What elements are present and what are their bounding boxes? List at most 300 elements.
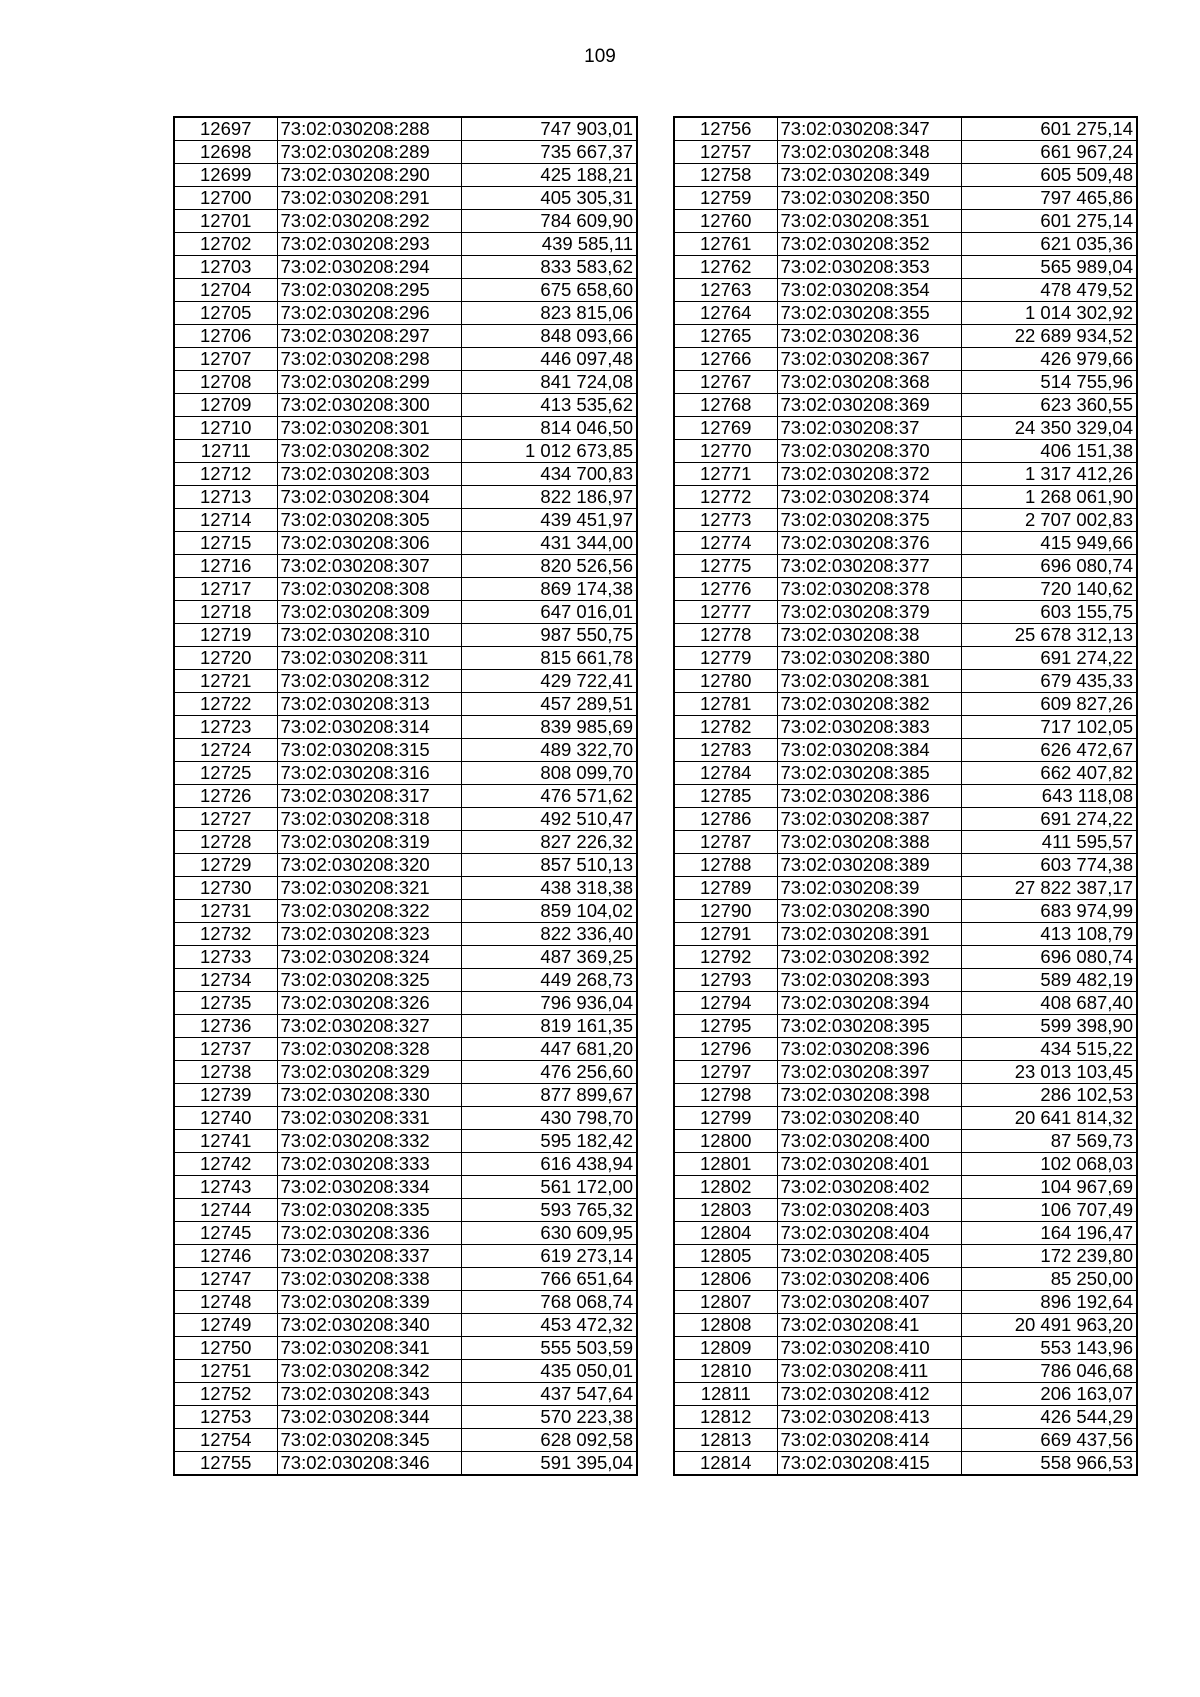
cadastral-number: 73:02:030208:406 (777, 1268, 961, 1291)
cadastral-number: 73:02:030208:312 (277, 670, 461, 693)
cadastral-value: 784 609,90 (461, 210, 637, 233)
row-number: 12780 (674, 670, 777, 693)
row-number: 12760 (674, 210, 777, 233)
table-row (674, 256, 1137, 279)
table-row (174, 762, 637, 785)
table-row (674, 762, 1137, 785)
cadastral-value: 437 547,64 (461, 1383, 637, 1406)
cadastral-value: 2 707 002,83 (961, 509, 1137, 532)
cadastral-value: 662 407,82 (961, 762, 1137, 785)
row-number: 12799 (674, 1107, 777, 1130)
row-number: 12795 (674, 1015, 777, 1038)
row-number: 12783 (674, 739, 777, 762)
table-row (674, 440, 1137, 463)
cadastral-number: 73:02:030208:331 (277, 1107, 461, 1130)
table-row (174, 808, 637, 831)
table-row (674, 371, 1137, 394)
cadastral-number: 73:02:030208:307 (277, 555, 461, 578)
row-number: 12699 (174, 164, 277, 187)
cadastral-number: 73:02:030208:320 (277, 854, 461, 877)
table-row (674, 210, 1137, 233)
cadastral-value: 833 583,62 (461, 256, 637, 279)
row-number: 12811 (674, 1383, 777, 1406)
row-number: 12738 (174, 1061, 277, 1084)
cadastral-number: 73:02:030208:339 (277, 1291, 461, 1314)
cadastral-value: 514 755,96 (961, 371, 1137, 394)
cadastral-number: 73:02:030208:338 (277, 1268, 461, 1291)
row-number: 12726 (174, 785, 277, 808)
row-number: 12759 (674, 187, 777, 210)
table-row (674, 486, 1137, 509)
cadastral-value: 429 722,41 (461, 670, 637, 693)
row-number: 12733 (174, 946, 277, 969)
cadastral-value: 691 274,22 (961, 647, 1137, 670)
cadastral-value: 669 437,56 (961, 1429, 1137, 1452)
row-number: 12718 (174, 601, 277, 624)
cadastral-value: 1 317 412,26 (961, 463, 1137, 486)
row-number: 12713 (174, 486, 277, 509)
cadastral-value: 643 118,08 (961, 785, 1137, 808)
table-row (674, 302, 1137, 325)
cadastral-value: 23 013 103,45 (961, 1061, 1137, 1084)
table-row (174, 831, 637, 854)
cadastral-value: 1 014 302,92 (961, 302, 1137, 325)
page-number: 109 (584, 46, 616, 67)
cadastral-value: 814 046,50 (461, 417, 637, 440)
cadastral-number: 73:02:030208:348 (777, 141, 961, 164)
row-number: 12732 (174, 923, 277, 946)
table-row (174, 440, 637, 463)
cadastral-number: 73:02:030208:346 (277, 1452, 461, 1476)
row-number: 12768 (674, 394, 777, 417)
table-row (174, 486, 637, 509)
cadastral-value: 561 172,00 (461, 1176, 637, 1199)
table-row (674, 1199, 1137, 1222)
cadastral-number: 73:02:030208:298 (277, 348, 461, 371)
cadastral-value: 595 182,42 (461, 1130, 637, 1153)
row-number: 12790 (674, 900, 777, 923)
cadastral-number: 73:02:030208:392 (777, 946, 961, 969)
row-number: 12810 (674, 1360, 777, 1383)
table-row (174, 1291, 637, 1314)
cadastral-number: 73:02:030208:353 (777, 256, 961, 279)
cadastral-number: 73:02:030208:311 (277, 647, 461, 670)
row-number: 12701 (174, 210, 277, 233)
table-row (174, 601, 637, 624)
cadastral-value: 679 435,33 (961, 670, 1137, 693)
cadastral-number: 73:02:030208:350 (777, 187, 961, 210)
table-row (674, 1314, 1137, 1337)
cadastral-value: 696 080,74 (961, 555, 1137, 578)
cadastral-number: 73:02:030208:412 (777, 1383, 961, 1406)
cadastral-number: 73:02:030208:343 (277, 1383, 461, 1406)
row-number: 12793 (674, 969, 777, 992)
row-number: 12807 (674, 1291, 777, 1314)
row-number: 12802 (674, 1176, 777, 1199)
cadastral-value: 720 140,62 (961, 578, 1137, 601)
row-number: 12725 (174, 762, 277, 785)
cadastral-number: 73:02:030208:411 (777, 1360, 961, 1383)
cadastral-value: 425 188,21 (461, 164, 637, 187)
cadastral-number: 73:02:030208:388 (777, 831, 961, 854)
table-row (174, 1245, 637, 1268)
cadastral-number: 73:02:030208:296 (277, 302, 461, 325)
cadastral-number: 73:02:030208:315 (277, 739, 461, 762)
cadastral-value: 601 275,14 (961, 210, 1137, 233)
cadastral-number: 73:02:030208:384 (777, 739, 961, 762)
cadastral-value: 797 465,86 (961, 187, 1137, 210)
cadastral-value: 206 163,07 (961, 1383, 1137, 1406)
cadastral-number: 73:02:030208:367 (777, 348, 961, 371)
row-number: 12758 (674, 164, 777, 187)
cadastral-value: 626 472,67 (961, 739, 1137, 762)
cadastral-number: 73:02:030208:323 (277, 923, 461, 946)
row-number: 12721 (174, 670, 277, 693)
table-row (174, 877, 637, 900)
cadastral-number: 73:02:030208:372 (777, 463, 961, 486)
cadastral-value: 1 012 673,85 (461, 440, 637, 463)
table-row (174, 1314, 637, 1337)
table-row (674, 624, 1137, 647)
row-number: 12784 (674, 762, 777, 785)
row-number: 12750 (174, 1337, 277, 1360)
row-number: 12706 (174, 325, 277, 348)
row-number: 12808 (674, 1314, 777, 1337)
cadastral-number: 73:02:030208:308 (277, 578, 461, 601)
table-row (174, 670, 637, 693)
cadastral-value: 601 275,14 (961, 117, 1137, 141)
row-number: 12723 (174, 716, 277, 739)
table-row (674, 1337, 1137, 1360)
table-row (174, 1176, 637, 1199)
table-row (174, 1107, 637, 1130)
cadastral-value: 786 046,68 (961, 1360, 1137, 1383)
cadastral-number: 73:02:030208:310 (277, 624, 461, 647)
cadastral-value: 691 274,22 (961, 808, 1137, 831)
registry-table-body (674, 117, 1137, 1475)
cadastral-number: 73:02:030208:291 (277, 187, 461, 210)
table-row (174, 1406, 637, 1429)
cadastral-number: 73:02:030208:318 (277, 808, 461, 831)
cadastral-number: 73:02:030208:400 (777, 1130, 961, 1153)
cadastral-value: 623 360,55 (961, 394, 1137, 417)
row-number: 12762 (674, 256, 777, 279)
cadastral-number: 73:02:030208:393 (777, 969, 961, 992)
cadastral-value: 476 571,62 (461, 785, 637, 808)
cadastral-number: 73:02:030208:288 (277, 117, 461, 141)
cadastral-number: 73:02:030208:396 (777, 1038, 961, 1061)
row-number: 12754 (174, 1429, 277, 1452)
table-row (174, 969, 637, 992)
cadastral-value: 869 174,38 (461, 578, 637, 601)
cadastral-value: 164 196,47 (961, 1222, 1137, 1245)
row-number: 12757 (674, 141, 777, 164)
table-row (674, 693, 1137, 716)
table-row (174, 785, 637, 808)
cadastral-number: 73:02:030208:374 (777, 486, 961, 509)
row-number: 12711 (174, 440, 277, 463)
cadastral-number: 73:02:030208:336 (277, 1222, 461, 1245)
cadastral-number: 73:02:030208:381 (777, 670, 961, 693)
cadastral-number: 73:02:030208:368 (777, 371, 961, 394)
cadastral-number: 73:02:030208:407 (777, 1291, 961, 1314)
cadastral-value: 405 305,31 (461, 187, 637, 210)
table-row (174, 946, 637, 969)
table-row (674, 831, 1137, 854)
cadastral-number: 73:02:030208:325 (277, 969, 461, 992)
table-row (174, 1015, 637, 1038)
cadastral-value: 603 155,75 (961, 601, 1137, 624)
table-row (674, 808, 1137, 831)
cadastral-number: 73:02:030208:391 (777, 923, 961, 946)
row-number: 12740 (174, 1107, 277, 1130)
table-row (174, 647, 637, 670)
cadastral-number: 73:02:030208:379 (777, 601, 961, 624)
cadastral-value: 859 104,02 (461, 900, 637, 923)
cadastral-value: 591 395,04 (461, 1452, 637, 1476)
table-row (174, 716, 637, 739)
cadastral-value: 558 966,53 (961, 1452, 1137, 1476)
row-number: 12752 (174, 1383, 277, 1406)
table-row (674, 463, 1137, 486)
table-row (674, 279, 1137, 302)
cadastral-number: 73:02:030208:347 (777, 117, 961, 141)
cadastral-number: 73:02:030208:345 (277, 1429, 461, 1452)
cadastral-value: 434 700,83 (461, 463, 637, 486)
table-row (674, 1268, 1137, 1291)
table-row (174, 187, 637, 210)
cadastral-number: 73:02:030208:327 (277, 1015, 461, 1038)
table-row (674, 969, 1137, 992)
row-number: 12788 (674, 854, 777, 877)
cadastral-value: 848 093,66 (461, 325, 637, 348)
cadastral-value: 603 774,38 (961, 854, 1137, 877)
cadastral-value: 439 451,97 (461, 509, 637, 532)
cadastral-value: 1 268 061,90 (961, 486, 1137, 509)
cadastral-value: 819 161,35 (461, 1015, 637, 1038)
cadastral-value: 106 707,49 (961, 1199, 1137, 1222)
row-number: 12715 (174, 532, 277, 555)
cadastral-number: 73:02:030208:351 (777, 210, 961, 233)
table-row (674, 647, 1137, 670)
cadastral-value: 768 068,74 (461, 1291, 637, 1314)
row-number: 12803 (674, 1199, 777, 1222)
table-row (674, 1130, 1137, 1153)
row-number: 12789 (674, 877, 777, 900)
row-number: 12720 (174, 647, 277, 670)
row-number: 12736 (174, 1015, 277, 1038)
cadastral-number: 73:02:030208:38 (777, 624, 961, 647)
table-row (174, 325, 637, 348)
row-number: 12744 (174, 1199, 277, 1222)
row-number: 12722 (174, 693, 277, 716)
cadastral-number: 73:02:030208:375 (777, 509, 961, 532)
table-row (674, 1452, 1137, 1476)
row-number: 12705 (174, 302, 277, 325)
cadastral-number: 73:02:030208:332 (277, 1130, 461, 1153)
cadastral-value: 487 369,25 (461, 946, 637, 969)
cadastral-number: 73:02:030208:321 (277, 877, 461, 900)
table-row (674, 1061, 1137, 1084)
cadastral-value: 413 108,79 (961, 923, 1137, 946)
cadastral-number: 73:02:030208:306 (277, 532, 461, 555)
table-row (674, 509, 1137, 532)
table-row (674, 1406, 1137, 1429)
row-number: 12801 (674, 1153, 777, 1176)
cadastral-number: 73:02:030208:380 (777, 647, 961, 670)
row-number: 12813 (674, 1429, 777, 1452)
cadastral-value: 449 268,73 (461, 969, 637, 992)
table-row (174, 394, 637, 417)
table-row (674, 923, 1137, 946)
table-row (174, 624, 637, 647)
cadastral-value: 621 035,36 (961, 233, 1137, 256)
row-number: 12805 (674, 1245, 777, 1268)
row-number: 12804 (674, 1222, 777, 1245)
cadastral-number: 73:02:030208:376 (777, 532, 961, 555)
table-row (674, 900, 1137, 923)
table-row (174, 348, 637, 371)
table-row (174, 210, 637, 233)
cadastral-number: 73:02:030208:378 (777, 578, 961, 601)
row-number: 12796 (674, 1038, 777, 1061)
cadastral-number: 73:02:030208:403 (777, 1199, 961, 1222)
row-number: 12749 (174, 1314, 277, 1337)
cadastral-number: 73:02:030208:414 (777, 1429, 961, 1452)
cadastral-number: 73:02:030208:309 (277, 601, 461, 624)
cadastral-value: 822 186,97 (461, 486, 637, 509)
cadastral-value: 747 903,01 (461, 117, 637, 141)
cadastral-number: 73:02:030208:394 (777, 992, 961, 1015)
cadastral-number: 73:02:030208:299 (277, 371, 461, 394)
table-row (674, 1107, 1137, 1130)
row-number: 12761 (674, 233, 777, 256)
cadastral-value: 431 344,00 (461, 532, 637, 555)
table-row (174, 164, 637, 187)
table-row (174, 900, 637, 923)
cadastral-value: 27 822 387,17 (961, 877, 1137, 900)
cadastral-number: 73:02:030208:390 (777, 900, 961, 923)
row-number: 12724 (174, 739, 277, 762)
row-number: 12769 (674, 417, 777, 440)
table-row (674, 670, 1137, 693)
table-row (174, 509, 637, 532)
table-row (174, 1360, 637, 1383)
cadastral-value: 815 661,78 (461, 647, 637, 670)
row-number: 12739 (174, 1084, 277, 1107)
cadastral-value: 616 438,94 (461, 1153, 637, 1176)
cadastral-number: 73:02:030208:405 (777, 1245, 961, 1268)
row-number: 12698 (174, 141, 277, 164)
cadastral-number: 73:02:030208:305 (277, 509, 461, 532)
table-row (174, 1337, 637, 1360)
table-row (674, 1084, 1137, 1107)
row-number: 12765 (674, 325, 777, 348)
cadastral-value: 439 585,11 (461, 233, 637, 256)
cadastral-value: 683 974,99 (961, 900, 1137, 923)
cadastral-value: 877 899,67 (461, 1084, 637, 1107)
cadastral-value: 822 336,40 (461, 923, 637, 946)
table-row (674, 1245, 1137, 1268)
table-row (174, 1268, 637, 1291)
row-number: 12748 (174, 1291, 277, 1314)
table-row (674, 946, 1137, 969)
table-row (174, 1061, 637, 1084)
table-row (674, 1015, 1137, 1038)
cadastral-value: 453 472,32 (461, 1314, 637, 1337)
cadastral-value: 823 815,06 (461, 302, 637, 325)
cadastral-value: 827 226,32 (461, 831, 637, 854)
cadastral-number: 73:02:030208:341 (277, 1337, 461, 1360)
row-number: 12743 (174, 1176, 277, 1199)
row-number: 12751 (174, 1360, 277, 1383)
cadastral-number: 73:02:030208:410 (777, 1337, 961, 1360)
table-row (174, 117, 637, 141)
cadastral-value: 605 509,48 (961, 164, 1137, 187)
cadastral-value: 172 239,80 (961, 1245, 1137, 1268)
table-row (174, 417, 637, 440)
row-number: 12700 (174, 187, 277, 210)
table-row (174, 371, 637, 394)
row-number: 12766 (674, 348, 777, 371)
cadastral-value: 406 151,38 (961, 440, 1137, 463)
cadastral-number: 73:02:030208:415 (777, 1452, 961, 1476)
cadastral-value: 589 482,19 (961, 969, 1137, 992)
table-row (674, 1176, 1137, 1199)
table-row (674, 992, 1137, 1015)
cadastral-number: 73:02:030208:401 (777, 1153, 961, 1176)
cadastral-number: 73:02:030208:370 (777, 440, 961, 463)
cadastral-value: 434 515,22 (961, 1038, 1137, 1061)
row-number: 12774 (674, 532, 777, 555)
cadastral-number: 73:02:030208:413 (777, 1406, 961, 1429)
cadastral-value: 20 491 963,20 (961, 1314, 1137, 1337)
row-number: 12737 (174, 1038, 277, 1061)
row-number: 12809 (674, 1337, 777, 1360)
cadastral-value: 593 765,32 (461, 1199, 637, 1222)
row-number: 12704 (174, 279, 277, 302)
cadastral-value: 570 223,38 (461, 1406, 637, 1429)
row-number: 12767 (674, 371, 777, 394)
row-number: 12728 (174, 831, 277, 854)
cadastral-number: 73:02:030208:369 (777, 394, 961, 417)
table-row (174, 1038, 637, 1061)
row-number: 12712 (174, 463, 277, 486)
cadastral-number: 73:02:030208:328 (277, 1038, 461, 1061)
cadastral-value: 457 289,51 (461, 693, 637, 716)
row-number: 12734 (174, 969, 277, 992)
row-number: 12702 (174, 233, 277, 256)
table-row (174, 739, 637, 762)
cadastral-value: 426 544,29 (961, 1406, 1137, 1429)
cadastral-value: 820 526,56 (461, 555, 637, 578)
table-row (674, 325, 1137, 348)
row-number: 12778 (674, 624, 777, 647)
row-number: 12792 (674, 946, 777, 969)
row-number: 12786 (674, 808, 777, 831)
row-number: 12785 (674, 785, 777, 808)
cadastral-value: 426 979,66 (961, 348, 1137, 371)
cadastral-number: 73:02:030208:37 (777, 417, 961, 440)
row-number: 12755 (174, 1452, 277, 1476)
table-row (174, 233, 637, 256)
row-number: 12717 (174, 578, 277, 601)
cadastral-number: 73:02:030208:335 (277, 1199, 461, 1222)
table-row (174, 1199, 637, 1222)
table-row (674, 555, 1137, 578)
row-number: 12781 (674, 693, 777, 716)
cadastral-number: 73:02:030208:300 (277, 394, 461, 417)
